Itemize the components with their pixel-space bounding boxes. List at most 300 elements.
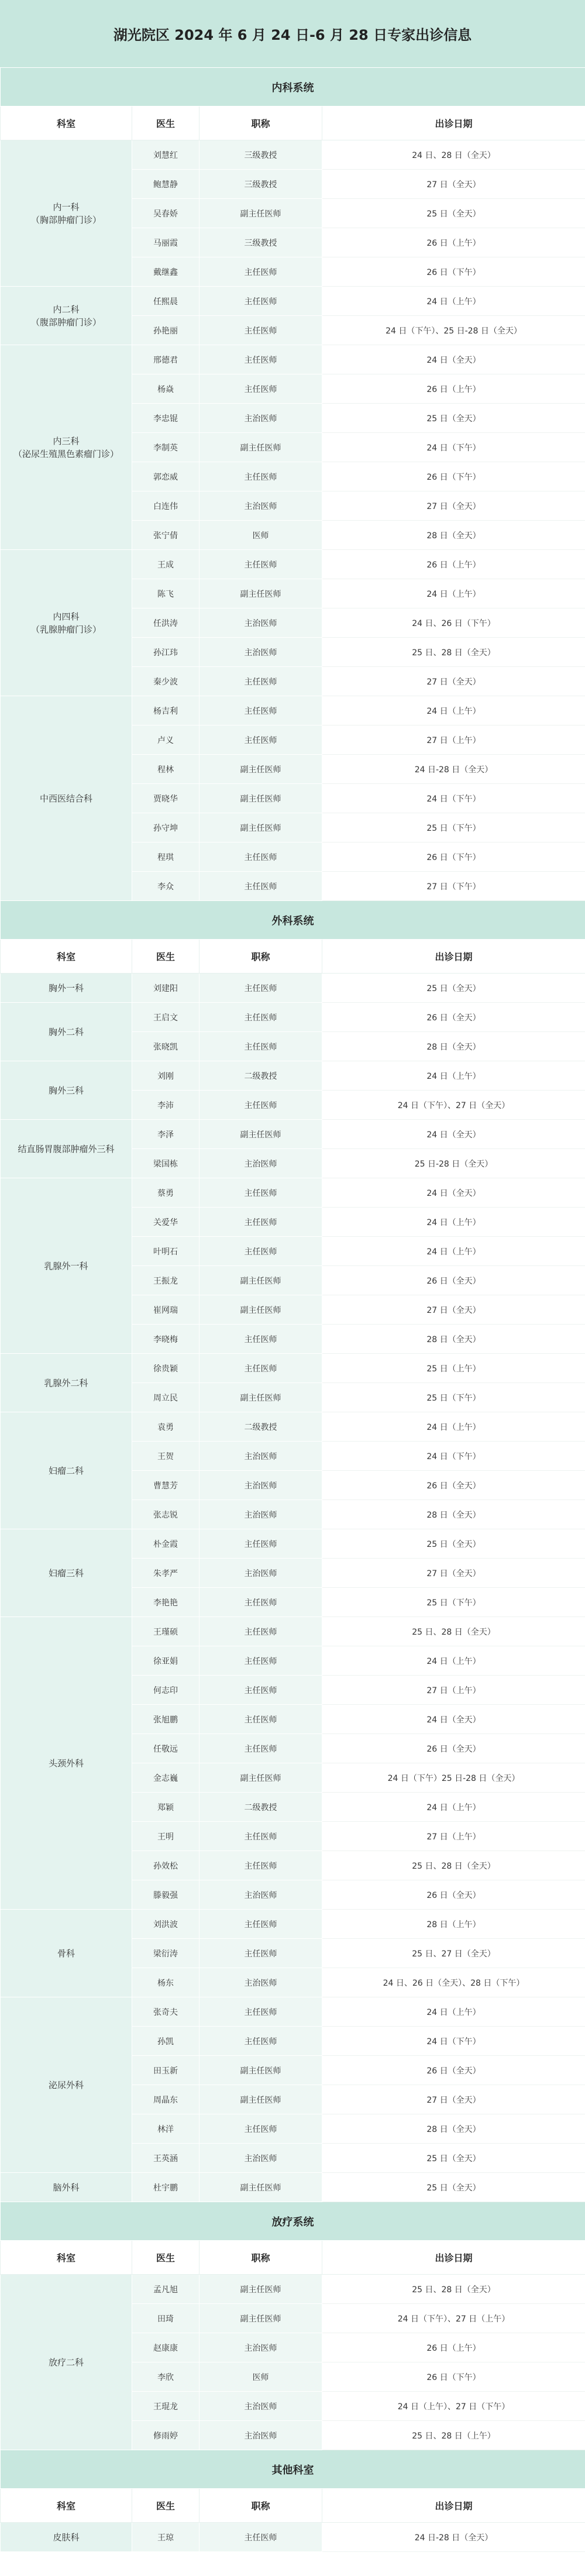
title-cell: 主治医师 <box>199 608 322 638</box>
date-cell: 27 日（全天） <box>322 1559 585 1588</box>
dept-name-line: 脑外科 <box>53 2182 80 2193</box>
date-cell: 26 日（全天） <box>322 1003 585 1032</box>
title-cell: 医师 <box>199 521 322 550</box>
dept-cell <box>1 1412 132 1529</box>
header-dept: 科室 <box>1 2241 132 2275</box>
title-cell: 医师 <box>199 2362 322 2392</box>
column-header-row <box>1 2489 585 2523</box>
doctor-cell: 修雨婷 <box>132 2421 199 2450</box>
date-cell: 24 日（下午）、27 日（上午） <box>322 2304 585 2333</box>
table-row <box>1 974 585 1003</box>
dept-name-line: 内四科 <box>53 611 80 622</box>
table-row <box>1 1529 585 1559</box>
doctor-cell: 孙艳丽 <box>132 316 199 345</box>
doctor-cell: 朴金霞 <box>132 1529 199 1559</box>
table-row <box>1 2275 585 2304</box>
title-cell: 主治医师 <box>199 1880 322 1910</box>
title-cell: 主任医师 <box>199 1617 322 1646</box>
dept-name-line: 乳腺外二科 <box>44 1377 88 1388</box>
date-cell: 27 日（全天） <box>322 667 585 696</box>
doctor-cell: 李欣 <box>132 2362 199 2392</box>
date-cell: 24 日（上午） <box>322 1997 585 2027</box>
date-cell: 24 日（全天） <box>322 1178 585 1208</box>
date-cell: 24 日（全天） <box>322 345 585 374</box>
section-title: 内科系统 <box>1 68 585 106</box>
title-cell: 副主任医师 <box>199 755 322 784</box>
doctor-cell: 林洋 <box>132 2114 199 2144</box>
title-cell: 主任医师 <box>199 872 322 901</box>
doctor-cell: 杨焱 <box>132 374 199 404</box>
title-cell: 主任医师 <box>199 1325 322 1354</box>
title-cell: 主任医师 <box>199 1646 322 1676</box>
dept-name-line: 泌尿外科 <box>48 2079 84 2090</box>
title-cell: 三级教授 <box>199 228 322 257</box>
dept-name-line: 内二科 <box>53 304 80 315</box>
date-cell: 25 日-28 日（全天） <box>322 1149 585 1178</box>
dept-name-line: （乳腺肿瘤门诊） <box>30 624 101 635</box>
header-dept: 科室 <box>1 106 132 140</box>
doctor-cell: 曹慧芳 <box>132 1471 199 1500</box>
date-cell: 24 日（上午） <box>322 1061 585 1091</box>
title-cell: 主任医师 <box>199 1091 322 1120</box>
title-cell: 副主任医师 <box>199 2304 322 2333</box>
table-row <box>1 696 585 725</box>
date-cell: 24 日（上午） <box>322 1208 585 1237</box>
doctor-cell: 梁衍涛 <box>132 1939 199 1968</box>
date-cell: 25 日、27 日（全天） <box>322 1939 585 1968</box>
doctor-cell: 任洪涛 <box>132 608 199 638</box>
title-cell: 副主任医师 <box>199 579 322 608</box>
date-cell: 25 日（全天） <box>322 974 585 1003</box>
doctor-cell: 关爱华 <box>132 1208 199 1237</box>
title-cell: 主任医师 <box>199 345 322 374</box>
title-cell: 主任医师 <box>199 1588 322 1617</box>
table-row <box>1 2173 585 2202</box>
dept-name-line: （胸部肿瘤门诊） <box>30 214 101 225</box>
column-header-row <box>1 940 585 974</box>
title-cell: 三级教授 <box>199 140 322 170</box>
header-doctor: 医生 <box>132 2489 199 2523</box>
table-row <box>1 1003 585 1032</box>
date-cell: 24 日（上午） <box>322 696 585 725</box>
title-cell: 主治医师 <box>199 638 322 667</box>
dept-cell <box>1 1910 132 1997</box>
doctor-cell: 王瑾硕 <box>132 1617 199 1646</box>
table-row <box>1 1061 585 1091</box>
date-cell: 27 日（上午） <box>322 1676 585 1705</box>
header-title: 职称 <box>199 106 322 140</box>
title-cell: 主治医师 <box>199 1500 322 1529</box>
dept-cell <box>1 345 132 550</box>
header-date: 出诊日期 <box>322 2489 585 2523</box>
doctor-cell: 李制英 <box>132 433 199 462</box>
doctor-cell: 王振龙 <box>132 1266 199 1295</box>
date-cell: 26 日（上午） <box>322 374 585 404</box>
header-doctor: 医生 <box>132 106 199 140</box>
date-cell: 26 日（全天） <box>322 1471 585 1500</box>
title-cell: 主任医师 <box>199 1939 322 1968</box>
title-cell: 主任医师 <box>199 1032 322 1061</box>
title-cell: 主任医师 <box>199 2027 322 2056</box>
date-cell: 25 日（全天） <box>322 1529 585 1559</box>
date-cell: 24 日（上午） <box>322 1793 585 1822</box>
section-title: 其他科室 <box>1 2450 585 2489</box>
dept-name-line: （腹部肿瘤门诊） <box>30 317 101 328</box>
header-title: 职称 <box>199 940 322 974</box>
doctor-cell: 孟凡旭 <box>132 2275 199 2304</box>
date-cell: 25 日、28 日（全天） <box>322 1851 585 1880</box>
dept-cell <box>1 696 132 901</box>
date-cell: 24 日（全天） <box>322 1705 585 1734</box>
header-date: 出诊日期 <box>322 2241 585 2275</box>
date-cell: 25 日（上午） <box>322 1354 585 1383</box>
section-title: 放疗系统 <box>1 2202 585 2241</box>
doctor-cell: 杨吉利 <box>132 696 199 725</box>
title-cell: 主治医师 <box>199 1149 322 1178</box>
date-cell: 24 日（上午）、27 日（下午） <box>322 2392 585 2421</box>
title-cell: 副主任医师 <box>199 433 322 462</box>
title-cell: 主任医师 <box>199 2114 322 2144</box>
table-row <box>1 1354 585 1383</box>
doctor-cell: 邢德君 <box>132 345 199 374</box>
doctor-cell: 崔网瑞 <box>132 1295 199 1325</box>
title-cell: 主任医师 <box>199 550 322 579</box>
title-cell: 主治医师 <box>199 2421 322 2450</box>
date-cell: 26 日（全天） <box>322 1880 585 1910</box>
doctor-cell: 金志巍 <box>132 1763 199 1793</box>
title-cell: 副主任医师 <box>199 1266 322 1295</box>
date-cell: 27 日（全天） <box>322 1295 585 1325</box>
doctor-cell: 张宁倩 <box>132 521 199 550</box>
header-date: 出诊日期 <box>322 106 585 140</box>
dept-name-line: 胸外二科 <box>48 1026 84 1037</box>
date-cell: 24 日（下午） <box>322 1442 585 1471</box>
title-cell: 副主任医师 <box>199 2275 322 2304</box>
doctor-cell: 王贺 <box>132 1442 199 1471</box>
title-cell: 主任医师 <box>199 257 322 287</box>
column-header-row <box>1 2241 585 2275</box>
schedule-table-body <box>1 68 585 2552</box>
doctor-cell: 田琦 <box>132 2304 199 2333</box>
dept-cell <box>1 1178 132 1354</box>
header-dept: 科室 <box>1 940 132 974</box>
title-cell: 三级教授 <box>199 170 322 199</box>
title-cell: 主任医师 <box>199 696 322 725</box>
title-cell: 主任医师 <box>199 1003 322 1032</box>
doctor-cell: 李艳艳 <box>132 1588 199 1617</box>
doctor-cell: 郭恋威 <box>132 462 199 491</box>
title-cell: 主治医师 <box>199 404 322 433</box>
dept-cell <box>1 2275 132 2450</box>
bottom-padding <box>0 2552 585 2557</box>
doctor-cell: 李忠锟 <box>132 404 199 433</box>
dept-name-line: 头颈外科 <box>48 1758 84 1769</box>
header-doctor: 医生 <box>132 2241 199 2275</box>
date-cell: 25 日（全天） <box>322 2144 585 2173</box>
title-cell: 主任医师 <box>199 1208 322 1237</box>
doctor-cell: 何志印 <box>132 1676 199 1705</box>
doctor-cell: 孙凯 <box>132 2027 199 2056</box>
title-cell: 主任医师 <box>199 974 322 1003</box>
date-cell: 24 日（下午）、27 日（全天） <box>322 1091 585 1120</box>
title-cell: 二级教授 <box>199 1061 322 1091</box>
title-cell: 主任医师 <box>199 842 322 872</box>
dept-cell <box>1 1354 132 1412</box>
dept-cell <box>1 140 132 287</box>
doctor-cell: 任熙晨 <box>132 287 199 316</box>
date-cell: 25 日、28 日（全天） <box>322 1617 585 1646</box>
dept-cell <box>1 974 132 1003</box>
dept-name-line: 乳腺外一科 <box>44 1260 88 1271</box>
title-cell: 主治医师 <box>199 2392 322 2421</box>
title-cell: 主任医师 <box>199 2523 322 2552</box>
doctor-cell: 戴继鑫 <box>132 257 199 287</box>
doctor-cell: 徐贵颖 <box>132 1354 199 1383</box>
doctor-cell: 徐亚娟 <box>132 1646 199 1676</box>
doctor-cell: 贾晓华 <box>132 784 199 813</box>
doctor-cell: 王琼 <box>132 2523 199 2552</box>
page-title: 湖光院区 2024 年 6 月 24 日-6 月 28 日专家出诊信息 <box>0 0 585 67</box>
date-cell: 27 日（全天） <box>322 491 585 521</box>
title-cell: 副主任医师 <box>199 1120 322 1149</box>
date-cell: 27 日（上午） <box>322 1822 585 1851</box>
date-cell: 25 日、28 日（全天） <box>322 2275 585 2304</box>
title-cell: 主任医师 <box>199 667 322 696</box>
date-cell: 25 日（全天） <box>322 199 585 228</box>
date-cell: 26 日（下午） <box>322 842 585 872</box>
dept-cell <box>1 2523 132 2552</box>
dept-name-line: 妇瘤二科 <box>48 1465 84 1476</box>
doctor-cell: 鲍慧静 <box>132 170 199 199</box>
date-cell: 27 日（下午） <box>322 872 585 901</box>
doctor-cell: 张奇夫 <box>132 1997 199 2027</box>
title-cell: 主任医师 <box>199 462 322 491</box>
doctor-cell: 刘建阳 <box>132 974 199 1003</box>
date-cell: 28 日（全天） <box>322 521 585 550</box>
date-cell: 28 日（全天） <box>322 2114 585 2144</box>
doctor-cell: 蔡勇 <box>132 1178 199 1208</box>
dept-name-line: 妇瘤三科 <box>48 1567 84 1578</box>
title-cell: 副主任医师 <box>199 1763 322 1793</box>
title-cell: 副主任医师 <box>199 2056 322 2085</box>
doctor-cell: 卢义 <box>132 725 199 755</box>
title-cell: 二级教授 <box>199 1793 322 1822</box>
date-cell: 26 日（下午） <box>322 2362 585 2392</box>
date-cell: 25 日（下午） <box>322 813 585 842</box>
date-cell: 24 日（上午） <box>322 287 585 316</box>
doctor-cell: 李沛 <box>132 1091 199 1120</box>
date-cell: 28 日（上午） <box>322 1910 585 1939</box>
doctor-cell: 王明 <box>132 1822 199 1851</box>
doctor-cell: 孙效松 <box>132 1851 199 1880</box>
date-cell: 24 日（下午）、25 日-28 日（全天） <box>322 316 585 345</box>
doctor-cell: 杨东 <box>132 1968 199 1997</box>
doctor-cell: 滕毅强 <box>132 1880 199 1910</box>
table-row <box>1 140 585 170</box>
doctor-cell: 程琪 <box>132 842 199 872</box>
doctor-cell: 梁国栋 <box>132 1149 199 1178</box>
dept-cell <box>1 1529 132 1617</box>
doctor-cell: 赵康康 <box>132 2333 199 2362</box>
table-row <box>1 1178 585 1208</box>
title-cell: 主任医师 <box>199 1910 322 1939</box>
table-row <box>1 1412 585 1442</box>
date-cell: 25 日、28 日（全天） <box>322 638 585 667</box>
title-cell: 主任医师 <box>199 1676 322 1705</box>
doctor-cell: 杜宇鹏 <box>132 2173 199 2202</box>
date-cell: 24 日（上午） <box>322 1237 585 1266</box>
date-cell: 27 日（上午） <box>322 725 585 755</box>
table-row <box>1 287 585 316</box>
header-title: 职称 <box>199 2241 322 2275</box>
title-cell: 二级教授 <box>199 1412 322 1442</box>
date-cell: 26 日（全天） <box>322 1734 585 1763</box>
date-cell: 28 日（全天） <box>322 1032 585 1061</box>
date-cell: 24 日（上午） <box>322 579 585 608</box>
title-cell: 主治医师 <box>199 1968 322 1997</box>
table-row <box>1 1120 585 1149</box>
title-cell: 副主任医师 <box>199 2173 322 2202</box>
doctor-cell: 田玉新 <box>132 2056 199 2085</box>
title-cell: 主任医师 <box>199 316 322 345</box>
table-row <box>1 550 585 579</box>
dept-name-line: 骨科 <box>57 1948 75 1959</box>
doctor-cell: 孙江玮 <box>132 638 199 667</box>
doctor-cell: 朱孝严 <box>132 1559 199 1588</box>
dept-name-line: 放疗二科 <box>48 2357 84 2368</box>
section-header <box>1 68 585 106</box>
doctor-cell: 秦少波 <box>132 667 199 696</box>
title-cell: 主任医师 <box>199 1734 322 1763</box>
title-cell: 主治医师 <box>199 1442 322 1471</box>
date-cell: 25 日（全天） <box>322 2173 585 2202</box>
doctor-cell: 吴春娇 <box>132 199 199 228</box>
doctor-cell: 袁勇 <box>132 1412 199 1442</box>
date-cell: 28 日（全天） <box>322 1325 585 1354</box>
date-cell: 24 日、26 日（全天）、28 日（下午） <box>322 1968 585 1997</box>
table-row <box>1 1910 585 1939</box>
date-cell: 24 日-28 日（全天） <box>322 2523 585 2552</box>
dept-cell <box>1 1061 132 1120</box>
date-cell: 26 日（上午） <box>322 550 585 579</box>
dept-cell <box>1 2173 132 2202</box>
date-cell: 25 日（下午） <box>322 1588 585 1617</box>
doctor-cell: 刘刚 <box>132 1061 199 1091</box>
doctor-cell: 刘慧红 <box>132 140 199 170</box>
table-row <box>1 1997 585 2027</box>
title-cell: 主任医师 <box>199 1822 322 1851</box>
doctor-cell: 张旭鹏 <box>132 1705 199 1734</box>
doctor-cell: 李泽 <box>132 1120 199 1149</box>
title-cell: 副主任医师 <box>199 1295 322 1325</box>
header-dept: 科室 <box>1 2489 132 2523</box>
date-cell: 26 日（下午） <box>322 257 585 287</box>
table-row <box>1 345 585 374</box>
doctor-cell: 郑颖 <box>132 1793 199 1822</box>
title-cell: 副主任医师 <box>199 2085 322 2114</box>
doctor-cell: 王琨龙 <box>132 2392 199 2421</box>
dept-cell <box>1 550 132 696</box>
dept-name-line: 皮肤科 <box>53 2532 80 2543</box>
dept-cell <box>1 1120 132 1178</box>
title-cell: 副主任医师 <box>199 813 322 842</box>
title-cell: 主治医师 <box>199 1471 322 1500</box>
column-header-row <box>1 106 585 140</box>
dept-name-line: （泌尿生殖黑色素瘤门诊） <box>13 448 119 459</box>
doctor-cell: 马丽霞 <box>132 228 199 257</box>
date-cell: 25 日、28 日（上午） <box>322 2421 585 2450</box>
doctor-cell: 周立民 <box>132 1383 199 1412</box>
date-cell: 25 日（全天） <box>322 404 585 433</box>
doctor-cell: 任敬远 <box>132 1734 199 1763</box>
date-cell: 26 日（下午） <box>322 462 585 491</box>
header-doctor: 医生 <box>132 940 199 974</box>
title-cell: 副主任医师 <box>199 199 322 228</box>
section-header <box>1 2202 585 2241</box>
title-cell: 主任医师 <box>199 1851 322 1880</box>
date-cell: 24 日（全天） <box>322 1120 585 1149</box>
title-cell: 主任医师 <box>199 1529 322 1559</box>
title-cell: 主任医师 <box>199 725 322 755</box>
title-cell: 主治医师 <box>199 1559 322 1588</box>
date-cell: 27 日（全天） <box>322 2085 585 2114</box>
doctor-cell: 李晓梅 <box>132 1325 199 1354</box>
date-cell: 24 日（下午） <box>322 784 585 813</box>
doctor-cell: 白连伟 <box>132 491 199 521</box>
date-cell: 24 日（下午） <box>322 433 585 462</box>
dept-name-line: 胸外三科 <box>48 1085 84 1096</box>
title-cell: 主治医师 <box>199 2144 322 2173</box>
table-row <box>1 2523 585 2552</box>
dept-name-line: 内三科 <box>53 435 80 446</box>
doctor-cell: 刘洪波 <box>132 1910 199 1939</box>
dept-name-line: 胸外一科 <box>48 982 84 993</box>
date-cell: 26 日（上午） <box>322 228 585 257</box>
section-title: 外科系统 <box>1 901 585 940</box>
date-cell: 26 日（全天） <box>322 2056 585 2085</box>
doctor-cell: 陈飞 <box>132 579 199 608</box>
title-cell: 主任医师 <box>199 1997 322 2027</box>
date-cell: 28 日（全天） <box>322 1500 585 1529</box>
date-cell: 24 日（上午） <box>322 1646 585 1676</box>
doctor-cell: 孙守坤 <box>132 813 199 842</box>
doctor-cell: 张志锐 <box>132 1500 199 1529</box>
schedule-table <box>0 67 585 2552</box>
doctor-cell: 叶明石 <box>132 1237 199 1266</box>
title-cell: 主任医师 <box>199 287 322 316</box>
section-header <box>1 901 585 940</box>
title-cell: 副主任医师 <box>199 1383 322 1412</box>
dept-name-line: 内一科 <box>53 201 80 212</box>
title-cell: 主任医师 <box>199 1705 322 1734</box>
date-cell: 26 日（上午） <box>322 2333 585 2362</box>
title-cell: 主任医师 <box>199 1354 322 1383</box>
title-cell: 主任医师 <box>199 1178 322 1208</box>
title-cell: 主治医师 <box>199 2333 322 2362</box>
doctor-cell: 王启文 <box>132 1003 199 1032</box>
doctor-cell: 王英涵 <box>132 2144 199 2173</box>
date-cell: 24 日（上午） <box>322 1412 585 1442</box>
date-cell: 24 日（下午）25 日-28 日（全天） <box>322 1763 585 1793</box>
date-cell: 26 日（全天） <box>322 1266 585 1295</box>
date-cell: 27 日（全天） <box>322 170 585 199</box>
doctor-cell: 张晓凯 <box>132 1032 199 1061</box>
section-header <box>1 2450 585 2489</box>
dept-name-line: 中西医结合科 <box>39 793 92 804</box>
title-cell: 主任医师 <box>199 374 322 404</box>
dept-cell <box>1 1003 132 1061</box>
dept-name-line: 结直肠胃腹部肿瘤外三科 <box>18 1143 115 1154</box>
